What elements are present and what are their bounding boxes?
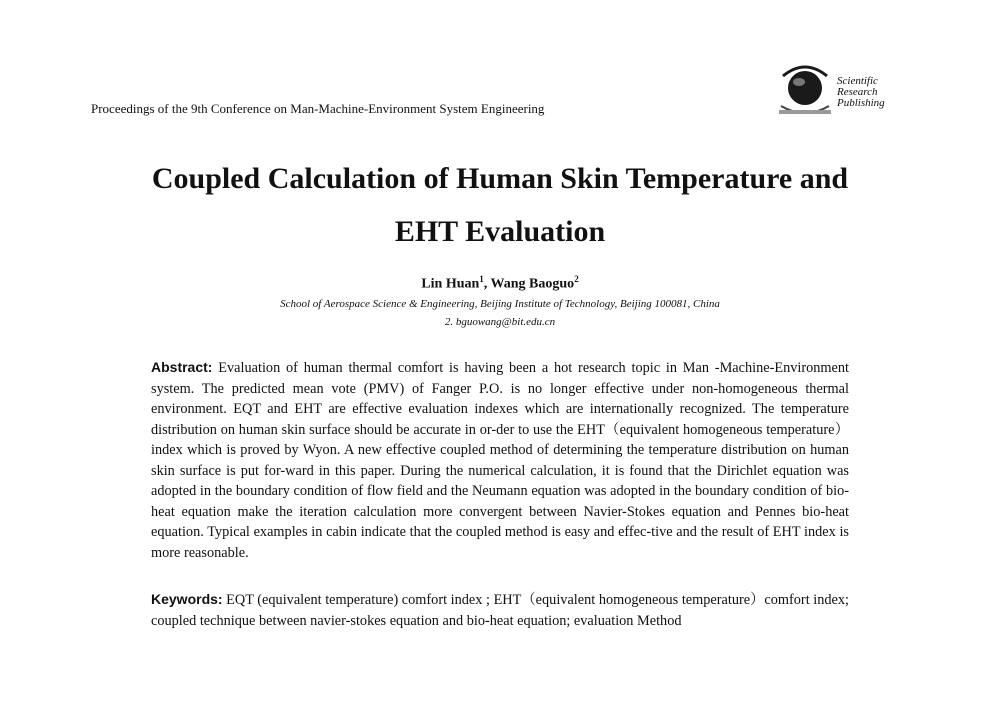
author-name: Wang Baoguo <box>490 276 575 292</box>
publisher-name-line: Publishing <box>837 97 885 109</box>
paper-title: Coupled Calculation of Human Skin Temperature and <box>151 162 849 195</box>
paper-title-continued: EHT Evaluation <box>394 215 606 248</box>
keywords-text: EQT (equivalent temperature) comfort index ; EHT（equivalent homogeneous temperature）comfort index; coupled technique between navier-stokes equation and bio-heat equation; evaluation Method <box>151 592 849 629</box>
publisher-name-line: Scientific <box>837 75 878 87</box>
author-separator: , <box>483 276 491 292</box>
author-email: 2. bguowang@bit.edu.cn <box>444 316 556 328</box>
author-name: Lin Huan <box>421 276 480 292</box>
affiliation-mark: 2 <box>574 274 579 284</box>
publisher-name <box>837 76 885 109</box>
globe-logo-icon <box>775 62 835 122</box>
proceedings-header: Proceedings of the 9th Conference on Man-Machine-Environment System Engineering <box>91 101 545 116</box>
abstract-label: Abstract: <box>151 359 213 375</box>
affiliation-mark: 1 <box>479 274 484 284</box>
author-list <box>0 274 1000 293</box>
abstract <box>151 357 849 563</box>
publisher-logo <box>775 62 905 124</box>
keywords <box>151 589 849 631</box>
affiliation: School of Aerospace Science & Engineering, Beijing Institute of Technology, Beijing 100081, China <box>280 298 720 310</box>
abstract-text: Evaluation of human thermal comfort is having been a hot research topic in Man -Machine-Environment system. The predicted mean vote (PMV) of Fanger P.O. is no longer effective under non-homogeneous thermal environment. EQT and EHT are effective evaluation indexes which are internationally recognized. The temperature distribution on human skin surface should be accurate in or-der to use the EHT（equivalent homogeneous temperature）index which is proved by Wyon. A new effective coupled method of determining the temperature distribution on human skin surface is put for-ward in this paper. During the numerical calculation, it is found that the Dirichlet equation was adopted in the boundary condition of flow field and the Neumann equation was adopted in the boundary condition of bio-heat equation make the iteration calculation more convergent between Navier-Stokes equation and Pennes bio-heat equation. Typical examples in cabin indicate that the coupled method is easy and effec-tive and the result of EHT index is more reasonable. <box>151 360 849 561</box>
keywords-label: Keywords: <box>151 591 223 607</box>
publisher-name-line: Research <box>837 86 878 98</box>
